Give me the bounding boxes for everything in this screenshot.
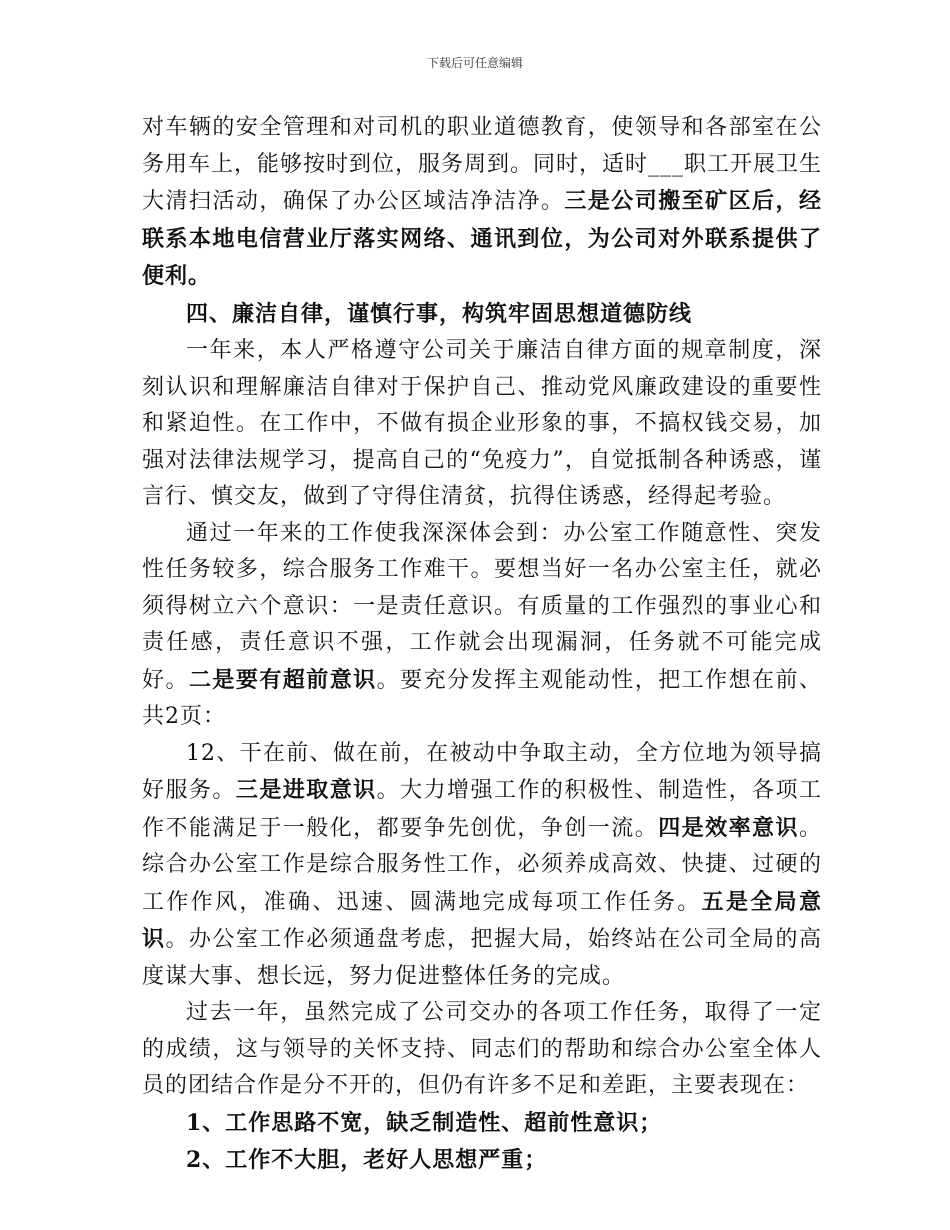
paragraph <box>142 333 822 516</box>
text-run: 对车辆的安全管理和对司机的职业道德教育，使领导和各部室在公务用车上，能够按时到位，服务周到。同时，适时___职工开展卫生大清扫活动，确保了办公区域洁净洁净。 <box>142 115 823 214</box>
text-run: 过去一年，虽然完成了公司交办的各项工作任务，取得了一定的成绩，这与领导的关怀支持、同志们的帮助和综合办公室全体人员的团结合作是分不开的，但仍有许多不足和差距，主要表现在： <box>142 1000 822 1098</box>
text-run: 一年来，本人严格遵守公司关于廉洁自律方面的规章制度，深刻认识和理解廉洁自律对于保护自己、推动党风廉政建设的重要性和紧迫性。在工作中，不做有损企业形象的事，不搞权钱交易，加强对法律法规学习，提高自己的“免疫力”，自觉抵制各种诱惑，谨言行、慎交友，做到了守得住清贫，抗得住诱惑，经得起考验。 <box>142 338 822 509</box>
paragraph <box>142 736 822 996</box>
text-run: 。办公室工作必须通盘考虑，把握大局，始终站在公司全局的高度谋大事、想长远，努力促进整体任务的完成。 <box>142 927 822 989</box>
text-run: 。大力增强工作的积极性、制造性，各项工作不能满足于一般化，都要争先创优，争创一流。 <box>142 778 822 841</box>
paragraph <box>142 516 822 736</box>
bold-text-run: 五是全局意识 <box>142 888 822 952</box>
bold-text-run: 1、工作思路不宽，缺乏制造性、超前性意识； <box>186 1109 663 1136</box>
paragraph <box>142 995 822 1105</box>
section-heading <box>142 296 822 334</box>
bold-text-run: 2、工作不大胆，老好人思想严重； <box>186 1147 548 1173</box>
page-header-note: 下载后可任意编辑 <box>426 56 523 70</box>
list-item <box>142 1105 822 1143</box>
document-body <box>142 110 822 1180</box>
bold-text-run: 三是进取意识 <box>235 777 377 803</box>
list-item <box>142 1142 822 1180</box>
paragraph <box>142 110 822 296</box>
bold-text-run: 四、廉洁自律，谨慎行事，构筑牢固思想道德防线 <box>186 300 693 327</box>
bold-text-run: 四是效率意识 <box>658 814 799 841</box>
text-run: 。要充分发挥主观能动性，把工作想在前、共2页： <box>142 667 822 729</box>
text-run: 。综合办公室工作是综合服务性工作，必须养成高效、快捷、过硬的工作作风，准确、迅速、圆满地完成每项工作任务。 <box>142 815 822 915</box>
text-run: 通过一年来的工作使我深深体会到：办公室工作随意性、突发性任务较多，综合服务工作难干。要想当好一名办公室主任，就必须得树立六个意识：一是责任意识。有质量的工作强烈的事业心和责任感，责任意识不强，工作就会出现漏洞，任务就不可能完成好。 <box>142 520 822 693</box>
bold-text-run: 二是要有超前意识 <box>188 666 377 693</box>
bold-text-run: 三是公司搬至矿区后，经联系本地电信营业厅落实网络、通讯到位，为公司对外联系提供了便利。 <box>142 188 822 289</box>
text-run: 12、干在前、做在前，在被动中争取主动，全方位地为领导搞好服务。 <box>142 740 822 803</box>
